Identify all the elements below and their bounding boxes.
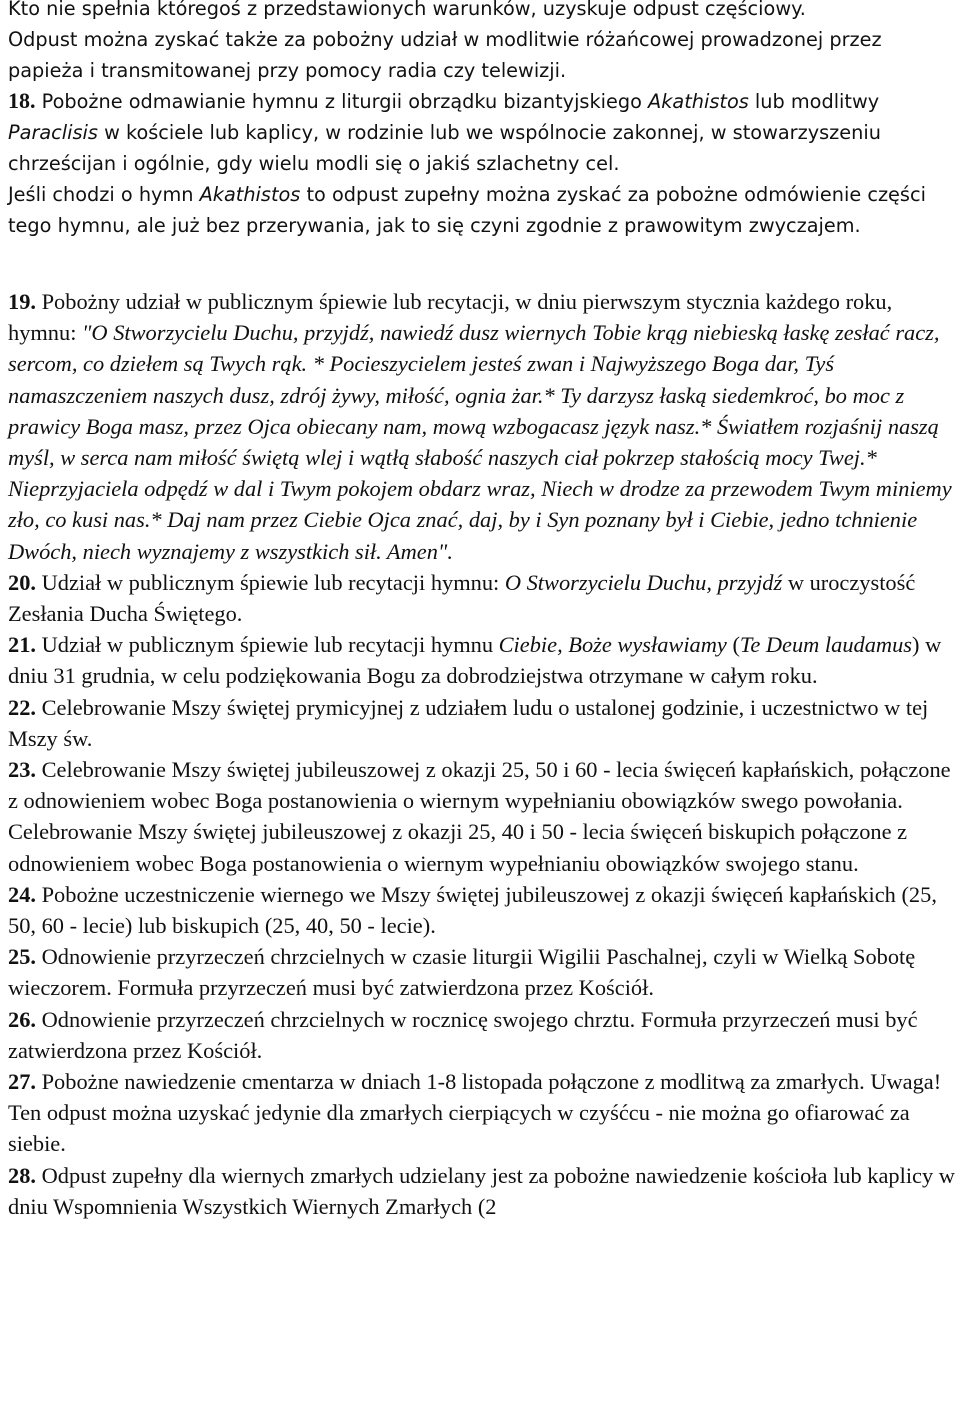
item-25-text: Odnowienie przyrzeczeń chrzcielnych w czasie liturgii Wigilii Paschalnej, czyli w Wielką Sobotę wieczorem. Formuła przyrzeczeń musi być zatwierdzona przez Kościół. [8, 944, 916, 1001]
item-18-text-5: to odpust zupełny można zyskać za pobożne odmówienie części tego hymnu, ale już bez przerywania, jak to się czyni zgodnie z prawowitym zwyczajem. [8, 182, 926, 237]
item-22-number: 22. [8, 694, 36, 720]
item-18-text-2: lub modlitwy [748, 90, 880, 114]
item-24-number: 24. [8, 881, 36, 907]
item-19-hymn: "O Stworzycielu Duchu, przyjdź, nawiedź dusz wiernych Tobie krąg niebieską łaskę zesłać racz, sercom, co dziełem są Twych rąk. * Pocieszycielem jesteś zwan i Najwyższego Boga dar, Tyś namaszczeniem naszych dusz, zdrój żywy, miłość, ognia żar.* Ty darzysz łaską siedemkroć, bo moc z prawicy Boga masz, przez Ojca obiecany nam, mową wzbogacasz język nasz.* Światłem rozjaśnij naszą myśl, w serca nam miłość świętą wlej i wątłą słabość naszych ciał pokrzep stałością mocy Twej.* Nieprzyjaciela odpędź w dal i Twym pokojem obdarz wraz, Niech w drodze za przewodem Twym miniemy zło, co kusi nas.* Daj nam przez Ciebie Ojca znać, daj, by i Syn poznany był i Ciebie, jedno tchnienie Dwóch, niech wyznajemy z wszystkich sił. Amen". [8, 320, 952, 564]
item-21-latin: Te Deum laudamus [739, 632, 913, 658]
item-26-number: 26. [8, 1006, 36, 1032]
item-20-text-2: w uroczystość Zesłania Ducha Świętego. [8, 569, 916, 627]
item-21-number: 21. [8, 632, 36, 658]
item-24 [8, 879, 958, 941]
intro-line-1: Kto nie spełnia któregoś z przedstawionych warunków, uzyskuje odpust częściowy. [8, 0, 806, 20]
item-22-text: Celebrowanie Mszy świętej prymicyjnej z udziałem ludu o ustalonej godzinie, i uczestnictwo w tej Mszy św. [8, 694, 929, 751]
item-27 [8, 1066, 958, 1160]
item-18-number: 18. [8, 88, 36, 114]
intro-paragraph [8, 0, 958, 86]
document-main-section [8, 286, 958, 1222]
item-19 [8, 286, 958, 567]
item-23-text-1: Celebrowanie Mszy świętej jubileuszowej z okazji 25, 50 i 60 - lecia święceń kapłańskich, połączone z odnowieniem wobec Boga postanowienia o wiernym wypełnianiu obowiązków swego powołania. [8, 757, 951, 814]
item-18-akathistos-2: Akathistos [199, 182, 301, 206]
item-26-text: Odnowienie przyrzeczeń chrzcielnych w rocznicę swojego chrztu. Formuła przyrzeczeń musi być zatwierdzona przez Kościół. [8, 1006, 918, 1063]
item-21 [8, 629, 958, 691]
item-20-hymn: O Stworzycielu Duchu, przyjdź [504, 569, 783, 595]
item-23-text-2: Celebrowanie Mszy świętej jubileuszowej z okazji 25, 40 i 50 - lecia święceń biskupich połączone z odnowieniem wobec Boga postanowienia o wiernym wypełnianiu obowiązków swojego stanu. [8, 819, 908, 876]
item-20-text-1: Udział w publicznym śpiewie lub recytacji hymnu: [36, 569, 505, 595]
item-21-text-3: ) w dniu 31 grudnia, w celu podziękowania Bogu za dobrodziejstwa otrzymane w całym roku. [8, 632, 942, 689]
item-18-paraclisis: Paraclisis [8, 121, 98, 145]
item-19-text: Pobożny udział w publicznym śpiewie lub recytacji, w dniu pierwszym stycznia każdego roku, hymnu: [8, 289, 893, 346]
item-20-number: 20. [8, 569, 36, 595]
item-21-text-2: ( [726, 632, 740, 658]
item-18 [8, 86, 958, 241]
item-25-number: 25. [8, 944, 36, 970]
item-28-number: 28. [8, 1162, 36, 1188]
item-21-text-1: Udział w publicznym śpiewie lub recytacji hymnu [36, 632, 499, 658]
item-23-number: 23. [8, 757, 36, 783]
item-19-number: 19. [8, 289, 36, 314]
item-28-text: Odpust zupełny dla wiernych zmarłych udzielany jest za pobożne nawiedzenie kościoła lub kaplicy w dniu Wspomnienia Wszystkich Wiernych Zmarłych (2 [8, 1162, 955, 1219]
item-21-hymn: Ciebie, Boże wysławiamy [498, 632, 727, 658]
item-18-text-1: Pobożne odmawianie hymnu z liturgii obrządku bizantyjskiego [41, 90, 649, 114]
item-20 [8, 567, 958, 629]
item-23 [8, 754, 958, 879]
item-25 [8, 941, 958, 1003]
item-18-akathistos-1: Akathistos [648, 90, 749, 114]
document-top-section [8, 0, 958, 241]
item-27-text: Pobożne nawiedzenie cmentarza w dniach 1-8 listopada połączone z modlitwą za zmarłych. Uwaga! Ten odpust można uzyskać jedynie dla zmarłych cierpiących w czyśćcu - nie można go ofiarować za siebie. [8, 1069, 942, 1157]
item-18-text-4: Jeśli chodzi o hymn [8, 182, 200, 206]
item-24-text: Pobożne uczestniczenie wiernego we Mszy świętej jubileuszowej z okazji święceń kapłańskich (25, 50, 60 - lecie) lub biskupich (25, 40, 50 - lecie). [8, 881, 937, 939]
intro-line-2: Odpust można zyskać także za pobożny udział w modlitwie różańcowej prowadzonej przez papieża i transmitowanej przy pomocy radia czy telewizji. [8, 27, 882, 82]
item-26 [8, 1004, 958, 1066]
item-28 [8, 1160, 958, 1222]
item-27-number: 27. [8, 1069, 36, 1095]
item-22 [8, 692, 958, 754]
item-18-text-3: w kościele lub kaplicy, w rodzinie lub we wspólnocie zakonnej, w stowarzyszeniu chrześcijan i ogólnie, gdy wielu modli się o jakiś szlachetny cel. [8, 121, 881, 175]
